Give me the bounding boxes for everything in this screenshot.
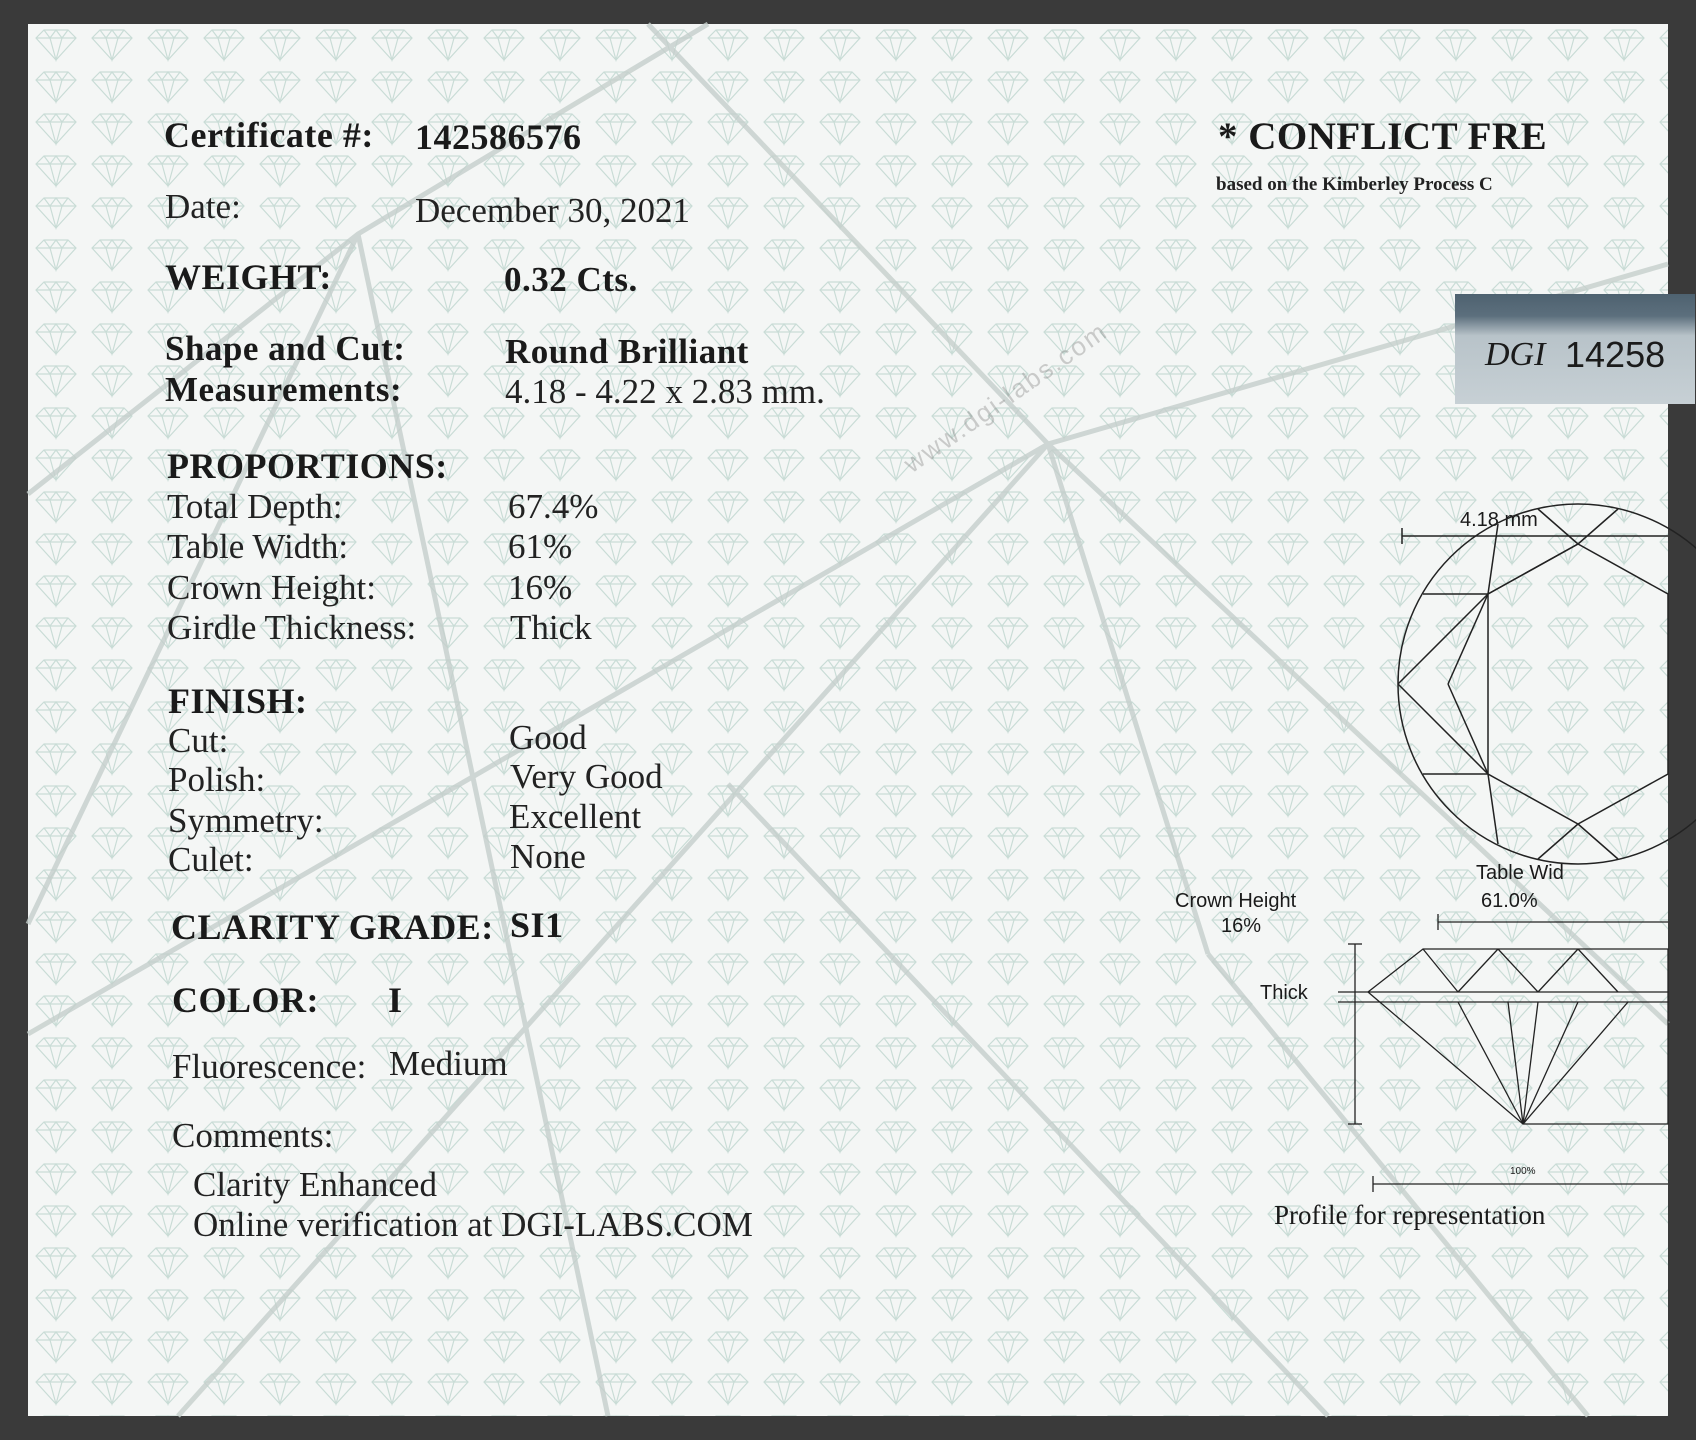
table-width-diagram-value: 61.0%: [1481, 890, 1538, 912]
profile-caption: Profile for representation: [1274, 1200, 1546, 1230]
crown-height-diagram-value: 16%: [1221, 915, 1262, 937]
certificate-number: 142586576: [415, 117, 582, 157]
table-width-value: 61%: [508, 527, 573, 566]
fluorescence-label: Fluorescence:: [172, 1047, 367, 1086]
dgi-logo: DGI: [1485, 336, 1546, 373]
table-width-label: Table Width:: [167, 527, 349, 566]
top-width-label: 4.18 mm: [1460, 509, 1538, 531]
proportions-heading: PROPORTIONS:: [167, 446, 448, 486]
dgi-stamp: [1455, 294, 1695, 404]
crown-height-value: 16%: [508, 568, 573, 607]
girdle-diagram-label: Thick: [1260, 982, 1308, 1004]
crown-height-label: Crown Height:: [167, 568, 377, 607]
date-value: December 30, 2021: [415, 191, 691, 230]
crown-height-diagram-label: Crown Height: [1175, 890, 1297, 912]
top-view-diagram: [1398, 504, 1696, 864]
polish-value: Very Good: [510, 757, 663, 796]
culet-value: None: [510, 837, 586, 876]
watermark-text: www.dgi-labs.com: [898, 315, 1114, 479]
fluorescence-value: Medium: [389, 1044, 508, 1083]
clarity-value: SI1: [510, 905, 564, 945]
cut-value: Good: [509, 718, 587, 757]
certificate-label: Certificate #:: [164, 115, 374, 155]
girdle-thickness-value: Thick: [510, 608, 592, 647]
symmetry-label: Symmetry:: [168, 801, 324, 840]
conflict-free-title: * CONFLICT FRE: [1218, 115, 1548, 158]
clarity-label: CLARITY GRADE:: [171, 907, 494, 947]
diamond-diagram: [1175, 504, 1668, 1284]
profile-view-diagram: [1338, 914, 1668, 1192]
comment-line: Clarity Enhanced: [193, 1165, 437, 1204]
weight-label: WEIGHT:: [165, 257, 332, 297]
shape-value: Round Brilliant: [505, 332, 749, 371]
symmetry-value: Excellent: [509, 797, 642, 836]
total-depth-value: 67.4%: [508, 487, 599, 526]
cut-label: Cut:: [168, 721, 229, 760]
table-width-diagram-label: Table Wid: [1476, 862, 1564, 884]
weight-value: 0.32 Cts.: [504, 260, 638, 299]
date-label: Date:: [165, 187, 241, 226]
total-depth-label: Total Depth:: [167, 487, 343, 526]
comments-label: Comments:: [172, 1116, 334, 1155]
finish-heading: FINISH:: [168, 681, 308, 721]
certificate-paper: [28, 24, 1668, 1416]
measurements-label: Measurements:: [165, 370, 403, 409]
girdle-thickness-label: Girdle Thickness:: [167, 608, 417, 647]
culet-label: Culet:: [168, 840, 254, 879]
color-label: COLOR:: [172, 980, 319, 1020]
kimberley-note: based on the Kimberley Process C: [1216, 174, 1493, 195]
stamp-number: 14258: [1565, 334, 1666, 375]
polish-label: Polish:: [168, 760, 266, 799]
measurements-value: 4.18 - 4.22 x 2.83 mm.: [505, 372, 825, 411]
color-value: I: [388, 980, 403, 1020]
bottom-scale-label: 100%: [1510, 1166, 1536, 1177]
comment-line: Online verification at DGI-LABS.COM: [193, 1205, 753, 1244]
shape-label: Shape and Cut:: [165, 329, 406, 368]
